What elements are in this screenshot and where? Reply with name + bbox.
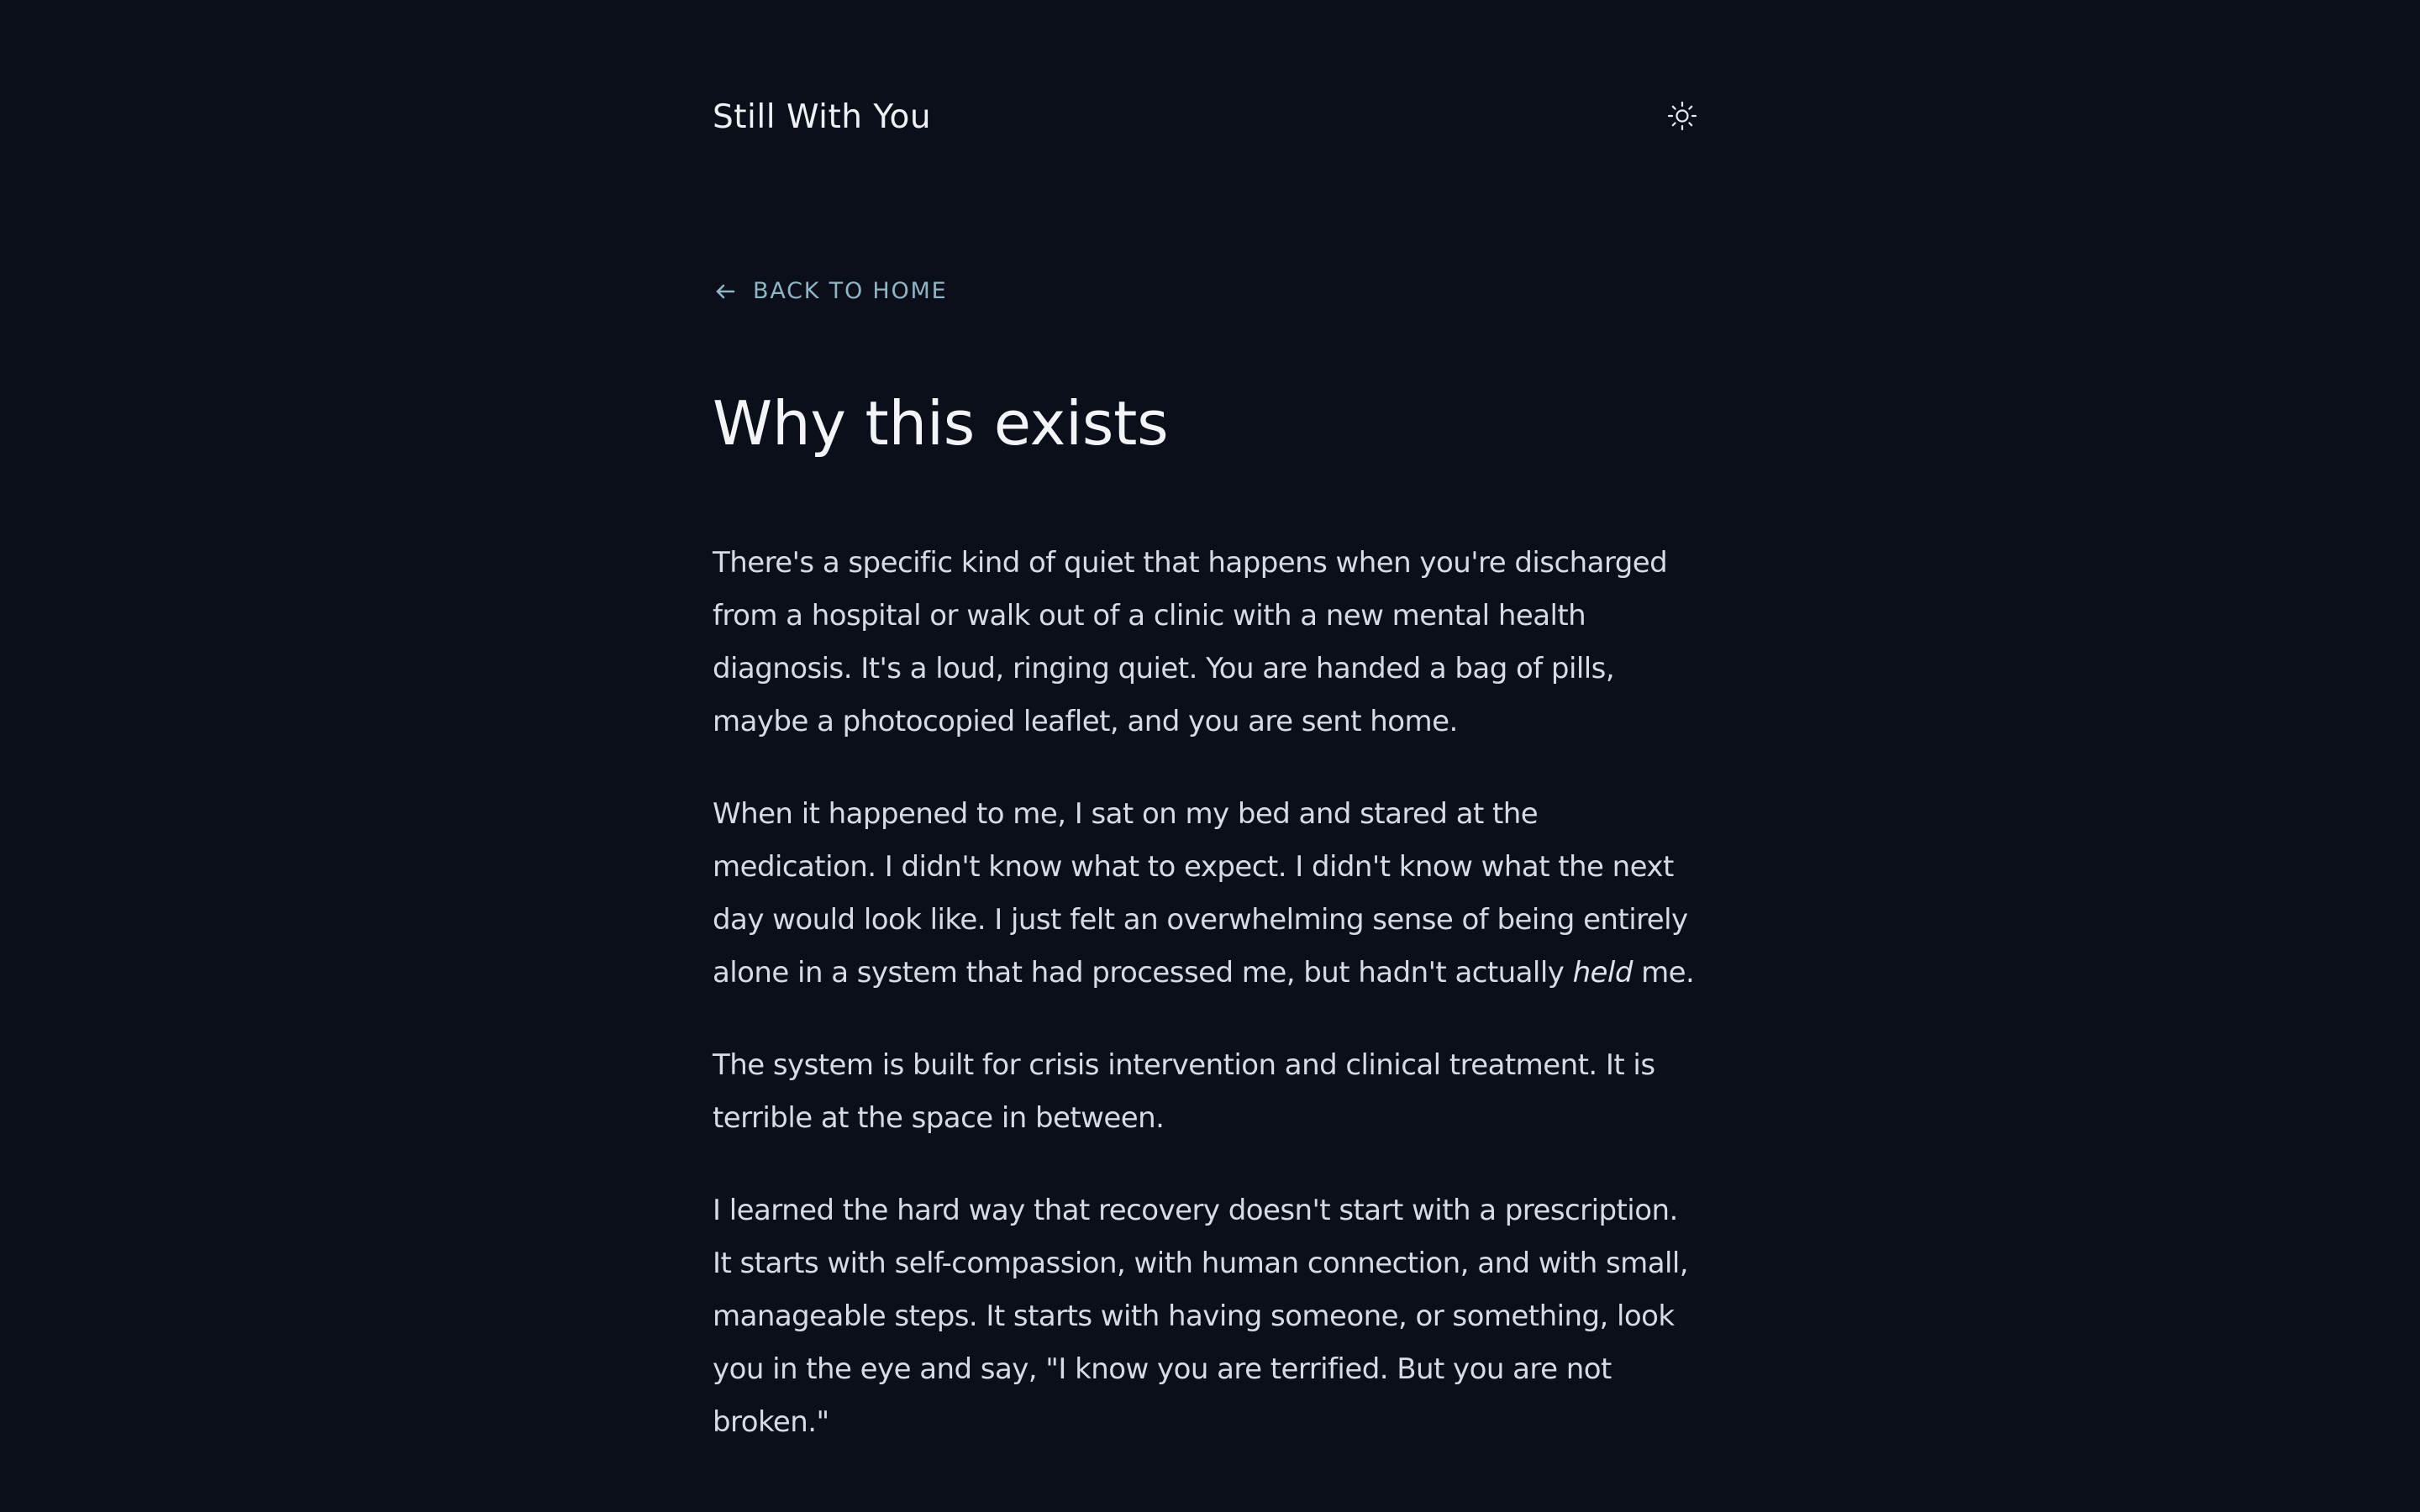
paragraph-2-text-before: When it happened to me, I sat on my bed and stared at the medication. I didn't know what to expect. I didn't know what the next day would look like. I just felt an overwhelming sense of being entirely alone in a system that had processed me, but hadn't actually bbox=[713, 797, 1688, 990]
paragraph-2-text-after: me. bbox=[1632, 956, 1695, 990]
site-title[interactable]: Still With You bbox=[713, 98, 932, 136]
paragraph-1: There's a specific kind of quiet that happens when you're discharged from a hospital or walk out of a clinic with a new mental health diagnosis. It's a loud, ringing quiet. You are handed a bag of pills, maybe a photocopied leaflet, and you are sent home. bbox=[713, 546, 1668, 738]
paragraph-4: I learned the hard way that recovery doesn't start with a prescription. It starts with self-compassion, with human connection, and with small, manageable steps. It starts with having someone, or something, look you in the eye and say, "I know you are terrified. But you are not broken." bbox=[713, 1194, 1689, 1439]
paragraph-2 bbox=[713, 788, 1701, 1000]
arrow-left-icon bbox=[713, 279, 738, 304]
paragraph-3: The system is built for crisis intervention and clinical treatment. It is terrible at the space in between. bbox=[713, 1048, 1655, 1135]
page-title: Why this exists bbox=[713, 388, 1169, 459]
theme-toggle-button[interactable] bbox=[1664, 97, 1701, 134]
article-body bbox=[713, 537, 1701, 1449]
back-link-label: BACK TO HOME bbox=[753, 278, 948, 304]
sun-icon bbox=[1664, 97, 1701, 134]
back-to-home-link[interactable] bbox=[713, 274, 948, 309]
paragraph-2-emphasis: held bbox=[1572, 956, 1633, 990]
site-header bbox=[713, 91, 1701, 144]
